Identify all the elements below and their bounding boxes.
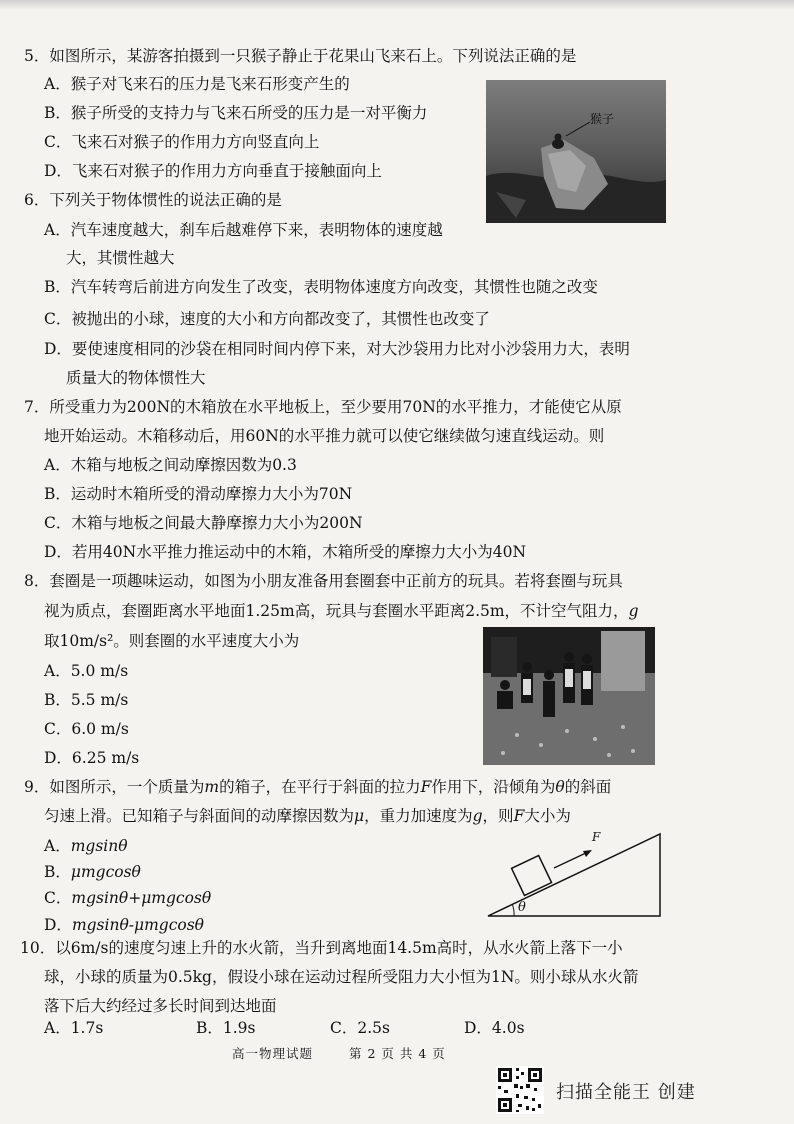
q9-option-b: B．μmgcosθ (44, 863, 141, 881)
q10-option-b: B．1.9s (196, 1019, 256, 1037)
q10-option-d: D．4.0s (464, 1019, 525, 1037)
q7-option-b: B．运动时木箱所受的滑动摩擦力大小为70N (44, 485, 353, 503)
q6-option-d: D．要使速度相同的沙袋在相同时间内停下来，对大沙袋用力比对小沙袋用力大，表明 (44, 340, 630, 358)
q7-option-d: D．若用40N水平推力推运动中的木箱，木箱所受的摩擦力大小为40N (44, 543, 527, 561)
q5-option-a: A．猴子对飞来石的压力是飞来石形变产生的 (44, 75, 350, 93)
q6-option-a-cont: 大，其惯性越大 (66, 249, 175, 267)
q5-option-b: B．猴子所受的支持力与飞来石所受的压力是一对平衡力 (44, 104, 428, 122)
q6-stem: 6．下列关于物体惯性的说法正确的是 (24, 191, 282, 209)
page-footer (232, 1044, 446, 1062)
q7-option-a: A．木箱与地板之间动摩擦因数为0.3 (44, 456, 297, 474)
q9-stem-2: 匀速上滑。已知箱子与斜面间的动摩擦因数为μ，重力加速度为g，则F大小为 (44, 807, 571, 825)
q6-option-b: B．汽车转弯后前进方向发生了改变，表明物体速度方向改变，其惯性也随之改变 (44, 278, 598, 296)
q9-option-d: D．mgsinθ-μmgcosθ (44, 916, 205, 934)
q7-stem-2: 地开始运动。木箱移动后，用60N的水平推力就可以使它继续做匀速直线运动。则 (44, 427, 605, 445)
q5-option-d: D．飞来石对猴子的作用力方向垂直于接触面向上 (44, 162, 382, 180)
q8-option-d: D．6.25 m/s (44, 749, 140, 767)
footer-page-number: 第 2 页 共 4 页 (348, 1046, 446, 1061)
q7-option-c: C．木箱与地板之间最大静摩擦力大小为200N (44, 514, 363, 532)
footer-subject: 高一物理试题 (232, 1046, 314, 1061)
q10-stem-1: 10．以6m/s的速度匀速上升的水火箭，当升到离地面14.5m高时，从水火箭上落下一小 (20, 939, 623, 957)
q8-stem-2: 视为质点，套圈距离水平地面1.25m高，玩具与套圈水平距离2.5m，不计空气阻力，g (44, 602, 639, 620)
q7-stem-1: 7．所受重力为200N的木箱放在水平地板上，至少要用70N的水平推力，才能使它从原 (24, 398, 622, 416)
q10-option-a: A．1.7s (44, 1019, 104, 1037)
q9-option-a: A．mgsinθ (44, 837, 128, 855)
monkey-label: 猴子 (590, 112, 615, 126)
q10-option-c: C．2.5s (330, 1019, 390, 1037)
scanner-watermark: 扫描全能王 创建 (556, 1082, 696, 1103)
q8-ring-toss-photo (483, 627, 655, 765)
q10-stem-3: 落下后大约经过多长时间到达地面 (44, 997, 277, 1015)
force-f-label: F (592, 830, 601, 844)
qr-code (496, 1066, 544, 1114)
q8-stem-3: 取10m/s²。则套圈的水平速度大小为 (44, 632, 300, 650)
angle-theta-label: θ (518, 900, 526, 915)
q9-option-c: C．mgsinθ+μmgcosθ (44, 889, 212, 907)
q8-stem-1: 8．套圈是一项趣味运动，如图为小朋友准备用套圈套中正前方的玩具。若将套圈与玩具 (24, 572, 623, 590)
q5-monkey-photo (486, 80, 666, 223)
scan-edge (0, 0, 794, 10)
q8-option-a: A．5.0 m/s (44, 662, 129, 680)
q5-option-c: C．飞来石对猴子的作用力方向竖直向上 (44, 133, 320, 151)
q6-option-d-cont: 质量大的物体惯性大 (66, 369, 206, 387)
q10-stem-2: 球，小球的质量为0.5kg，假设小球在运动过程所受阻力大小恒为1N。则小球从水火箭 (44, 968, 639, 986)
q6-option-a: A．汽车速度越大，刹车后越难停下来，表明物体的速度越 (44, 221, 443, 239)
q6-option-c: C．被抛出的小球，速度的大小和方向都改变了，其惯性也改变了 (44, 310, 490, 328)
q9-stem-1: 9．如图所示，一个质量为m的箱子，在平行于斜面的拉力F作用下，沿倾角为θ的斜面 (24, 778, 612, 796)
q9-incline-diagram (484, 826, 664, 922)
q5-stem: 5．如图所示，某游客拍摄到一只猴子静止于花果山飞来石上。下列说法正确的是 (24, 47, 577, 65)
q8-option-c: C．6.0 m/s (44, 720, 129, 738)
q8-option-b: B．5.5 m/s (44, 691, 129, 709)
